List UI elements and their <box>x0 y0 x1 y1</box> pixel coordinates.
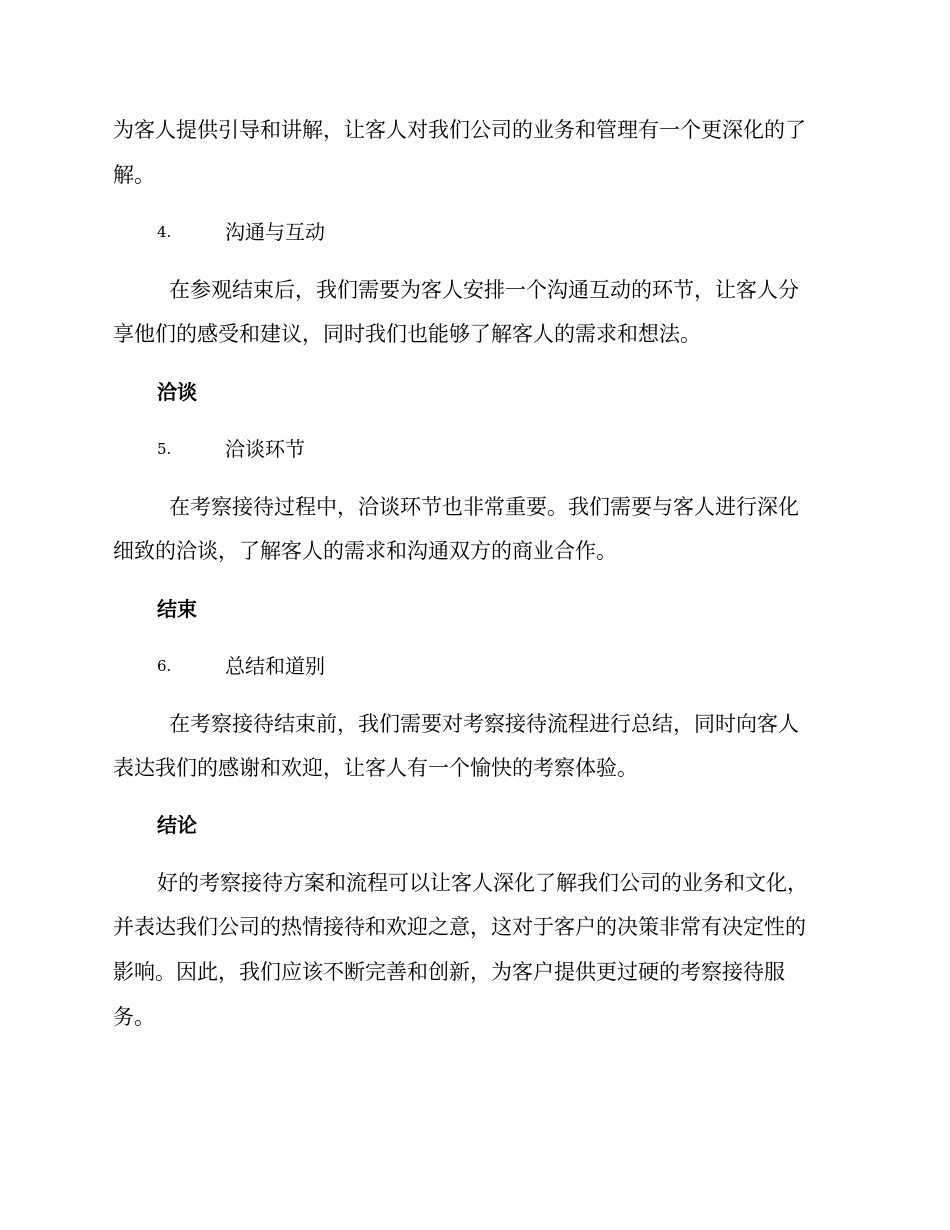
paragraph-line: 并表达我们公司的热情接待和欢迎之意，这对于客户的决策非常有决定性的 <box>113 915 806 939</box>
list-item-title: 总结和道别 <box>225 654 325 678</box>
list-item-number: 6. <box>157 657 172 675</box>
paragraph-line: 在考察接待过程中，洽谈环节也非常重要。我们需要与客人进行深化 <box>169 495 799 519</box>
paragraph-line: 务。 <box>113 1005 155 1029</box>
paragraph-line: 享他们的感受和建议，同时我们也能够了解客人的需求和想法。 <box>113 322 701 346</box>
paragraph-line: 好的考察接待方案和流程可以让客人深化了解我们公司的业务和文化， <box>157 871 808 895</box>
paragraph-line: 表达我们的感谢和欢迎，让客人有一个愉快的考察体验。 <box>113 756 638 780</box>
section-heading: 洽谈 <box>157 380 197 404</box>
section-heading: 结论 <box>157 813 197 837</box>
paragraph-line: 解。 <box>113 163 155 187</box>
list-item-title: 沟通与互动 <box>225 220 325 244</box>
paragraph-line: 在参观结束后，我们需要为客人安排一个沟通互动的环节，让客人分 <box>169 278 799 302</box>
paragraph-line: 在考察接待结束前，我们需要对考察接待流程进行总结，同时向客人 <box>169 712 799 736</box>
paragraph-line: 为客人提供引导和讲解，让客人对我们公司的业务和管理有一个更深化的了 <box>113 118 806 142</box>
list-item-number: 4. <box>157 223 172 241</box>
paragraph-line: 影响。因此，我们应该不断完善和创新，为客户提供更过硬的考察接待服 <box>113 960 785 984</box>
section-heading: 结束 <box>157 597 197 621</box>
list-item-number: 5. <box>157 440 172 458</box>
paragraph-line: 细致的洽谈，了解客人的需求和沟通双方的商业合作。 <box>113 539 617 563</box>
list-item-title: 洽谈环节 <box>225 437 305 461</box>
